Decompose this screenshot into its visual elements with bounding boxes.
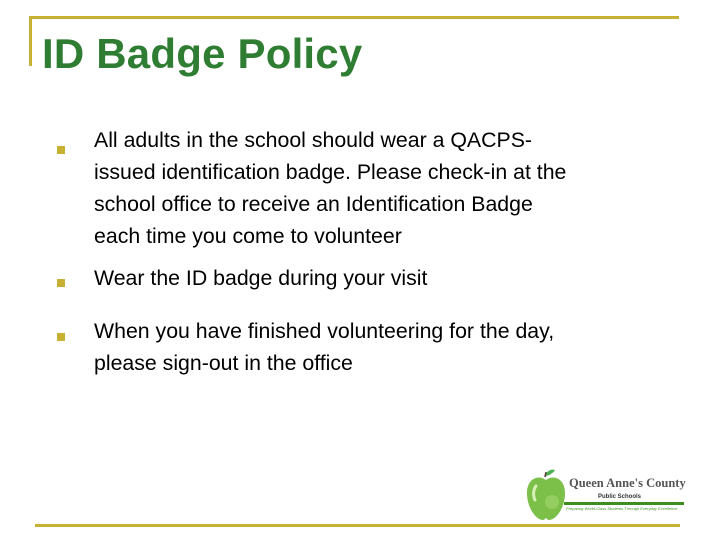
- bullet-text: Wear the ID badge during your visit: [94, 266, 428, 290]
- logo-bar: [564, 502, 684, 505]
- logo-tagline: Preparing World-Class Students Through Everyday Excellence: [566, 506, 678, 511]
- bullet-square-icon: [57, 146, 65, 154]
- bullet-square-icon: [57, 333, 65, 341]
- frame-bottom-line: [35, 524, 680, 527]
- slide-title: ID Badge Policy: [42, 30, 363, 77]
- frame-top-line: [29, 16, 679, 19]
- bullet-text: All adults in the school should wear a QACPS- issued identification badge. Please check-in at the school office to receive an Identification Badge each time you come to volunteer: [94, 128, 567, 248]
- logo-subtitle: Public Schools: [598, 494, 642, 500]
- logo-name: Queen Anne's County: [569, 476, 686, 490]
- bullet-square-icon: [57, 279, 65, 287]
- school-logo: [524, 468, 684, 524]
- bullet-text: When you have finished volunteering for the day, please sign-out in the office: [94, 319, 555, 375]
- green-apple-icon: [524, 468, 568, 524]
- frame-left-line: [29, 16, 32, 66]
